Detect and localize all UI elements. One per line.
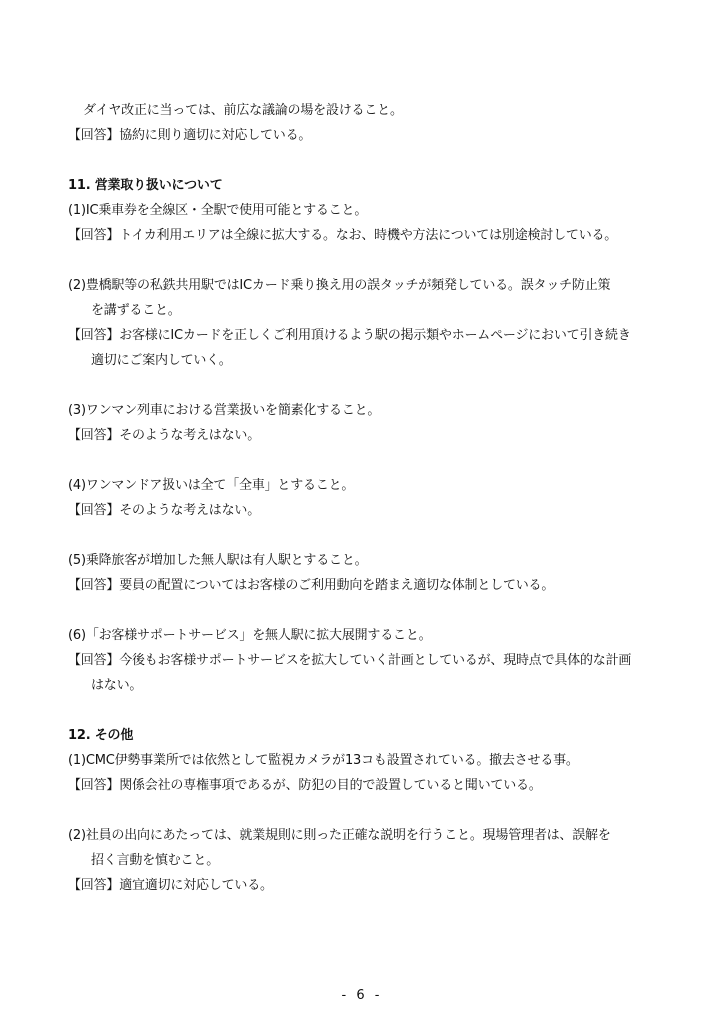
s11-item6-answer: 【回答】今後もお客様サポートサービスを拡大していく計画としているが、現時点で具体的な計画 xyxy=(68,653,632,668)
s11-item2-answer: 【回答】お客様にICカードを正しくご利用頂けるよう駅の掲示類やホームページにおいて引き続き xyxy=(68,328,631,343)
document-body xyxy=(68,98,668,898)
s12-item2-request-cont: 招く言動を慎むこと。 xyxy=(91,853,220,868)
section-11-heading: 11. 営業取り扱いについて xyxy=(68,178,223,193)
s11-item3-request: (3)ワンマン列車における営業扱いを簡素化すること。 xyxy=(68,403,381,418)
s11-item6-request: (6)「お客様サポートサービス」を無人駅に拡大展開すること。 xyxy=(68,628,432,643)
spacer xyxy=(68,698,668,723)
s11-item3-answer: 【回答】そのような考えはない。 xyxy=(68,428,261,443)
s11-item6-answer-cont: はない。 xyxy=(91,678,143,693)
s11-item1-answer: 【回答】トイカ利用エリアは全線に拡大する。なお、時機や方法については別途検討している。 xyxy=(68,228,618,243)
spacer xyxy=(68,798,668,823)
spacer xyxy=(68,248,668,273)
s11-item2-request: (2)豊橋駅等の私鉄共用駅ではICカード乗り換え用の誤タッチが頻発している。誤タッチ防止策 xyxy=(68,278,611,293)
spacer xyxy=(68,523,668,548)
s11-item2-answer-cont: 適切にご案内していく。 xyxy=(91,353,232,368)
s12-item2-request: (2)社員の出向にあたっては、就業規則に則った正確な説明を行うこと。現場管理者は、誤解を xyxy=(68,828,611,843)
intro-continuation: ダイヤ改正に当っては、前広な議論の場を設けること。 xyxy=(83,103,403,118)
page-number: - 6 - xyxy=(341,988,383,1003)
spacer xyxy=(68,148,668,173)
s12-item2-answer: 【回答】適宜適切に対応している。 xyxy=(68,878,273,893)
s11-item5-answer: 【回答】要員の配置についてはお客様のご利用動向を踏まえ適切な体制としている。 xyxy=(68,578,555,593)
spacer xyxy=(68,598,668,623)
s12-item1-answer: 【回答】関係会社の専権事項であるが、防犯の目的で設置していると聞いている。 xyxy=(68,778,542,793)
s11-item1-request: (1)IC乗車券を全線区・全駅で使用可能とすること。 xyxy=(68,203,368,218)
s12-item1-request: (1)CMC伊勢事業所では依然として監視カメラが13コも設置されている。撤去させる事。 xyxy=(68,753,579,768)
s11-item2-request-cont: を講ずること。 xyxy=(91,303,181,318)
s11-item4-answer: 【回答】そのような考えはない。 xyxy=(68,503,261,518)
intro-answer: 【回答】協約に則り適切に対応している。 xyxy=(68,128,312,143)
s11-item5-request: (5)乗降旅客が増加した無人駅は有人駅とすること。 xyxy=(68,553,368,568)
s11-item4-request: (4)ワンマンドア扱いは全て「全車」とすること。 xyxy=(68,478,355,493)
spacer xyxy=(68,448,668,473)
section-12-heading: 12. その他 xyxy=(68,728,134,743)
spacer xyxy=(68,373,668,398)
